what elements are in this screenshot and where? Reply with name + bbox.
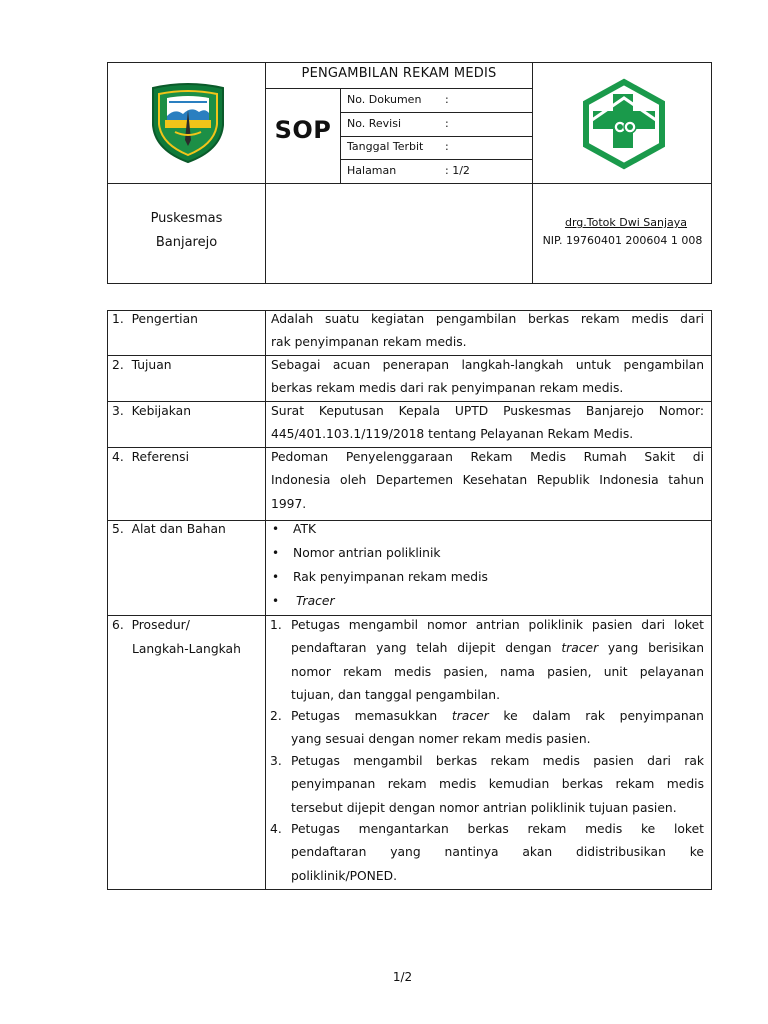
- section-content: Adalah suatu kegiatan pengambilan berkas rekam medis dari rak penyimpanan rekam medis.: [271, 312, 704, 350]
- section-label: 6. Prosedur/: [112, 618, 190, 632]
- doc-field-label: No. Dokumen: [347, 93, 422, 106]
- list-item: ATK: [293, 522, 317, 536]
- step-text: Petugas mengambil nomor antrian poliklinik pasien dari loket pendaftaran yang telah dijepit dengan tracer yang berisikan nomor rekam medis pasien, nama pasien, unit pelayanan tujuan, dan tanggal pengambilan.: [291, 618, 704, 702]
- section-content: Sebagai acuan penerapan langkah-langkah untuk pengambilan berkas rekam medis dari rak penyimpanan rekam medis.: [271, 358, 704, 396]
- section-label: 3. Kebijakan: [112, 404, 191, 418]
- bullet-icon: •: [272, 546, 280, 560]
- section-content: Pedoman Penyelenggaraan Rekam Medis Rumah Sakit di Indonesia oleh Departemen Kesehatan Republik Indonesia tahun 1997.: [271, 450, 704, 511]
- list-item: Tracer: [296, 594, 335, 608]
- signatory-name: drg.Totok Dwi Sanjaya: [564, 216, 688, 229]
- section-content: Surat Keputusan Kepala UPTD Puskesmas Banjarejo Nomor: 445/401.103.1/119/2018 tentang Pelayanan Rekam Medis.: [271, 404, 704, 442]
- bullet-icon: •: [272, 594, 280, 608]
- document-title: PENGAMBILAN REKAM MEDIS: [301, 66, 497, 81]
- doc-field-value: : 1/2: [445, 164, 470, 177]
- bullet-icon: •: [272, 522, 280, 536]
- doc-field-label: Tanggal Terbit: [347, 140, 424, 153]
- step-text: Petugas mengambil berkas rekam medis pasien dari rak penyimpanan rekam medis kemudian berkas rekam medis tersebut dijepit dengan nomor antrian poliklinik tujuan pasien.: [291, 754, 704, 815]
- step-number: 4.: [270, 822, 282, 836]
- puskesmas-logo-icon: [578, 78, 670, 170]
- institution-name: Puskesmas Banjarejo: [150, 211, 223, 250]
- sop-label: SOP: [274, 116, 332, 144]
- section-label: 2. Tujuan: [112, 358, 172, 372]
- step-text: Petugas mengantarkan berkas rekam medis ke loket pendaftaran yang nantinya akan didistribusikan ke poliklinik/PONED.: [291, 822, 704, 883]
- doc-field-label: Halaman: [347, 164, 397, 177]
- signatory-nip: NIP. 19760401 200604 1 008: [542, 234, 703, 247]
- doc-field-value: :: [445, 117, 449, 130]
- step-number: 1.: [270, 618, 282, 632]
- step-number: 2.: [270, 709, 282, 723]
- section-label: 1. Pengertian: [112, 312, 198, 326]
- doc-field-value: :: [445, 140, 449, 153]
- step-number: 3.: [270, 754, 282, 768]
- bullet-icon: •: [272, 570, 280, 584]
- page-number: 1/2: [392, 970, 413, 984]
- section-label-continued: Langkah-Langkah: [132, 642, 241, 656]
- list-item: Nomor antrian poliklinik: [293, 546, 441, 560]
- regency-crest-icon: [145, 80, 231, 166]
- doc-field-value: :: [445, 93, 449, 106]
- doc-field-label: No. Revisi: [347, 117, 402, 130]
- step-text: Petugas memasukkan tracer ke dalam rak penyimpanan yang sesuai dengan nomer rekam medis pasien.: [291, 709, 704, 747]
- section-label: 4. Referensi: [112, 450, 189, 464]
- list-item: Rak penyimpanan rekam medis: [293, 570, 488, 584]
- section-label: 5. Alat dan Bahan: [112, 522, 226, 536]
